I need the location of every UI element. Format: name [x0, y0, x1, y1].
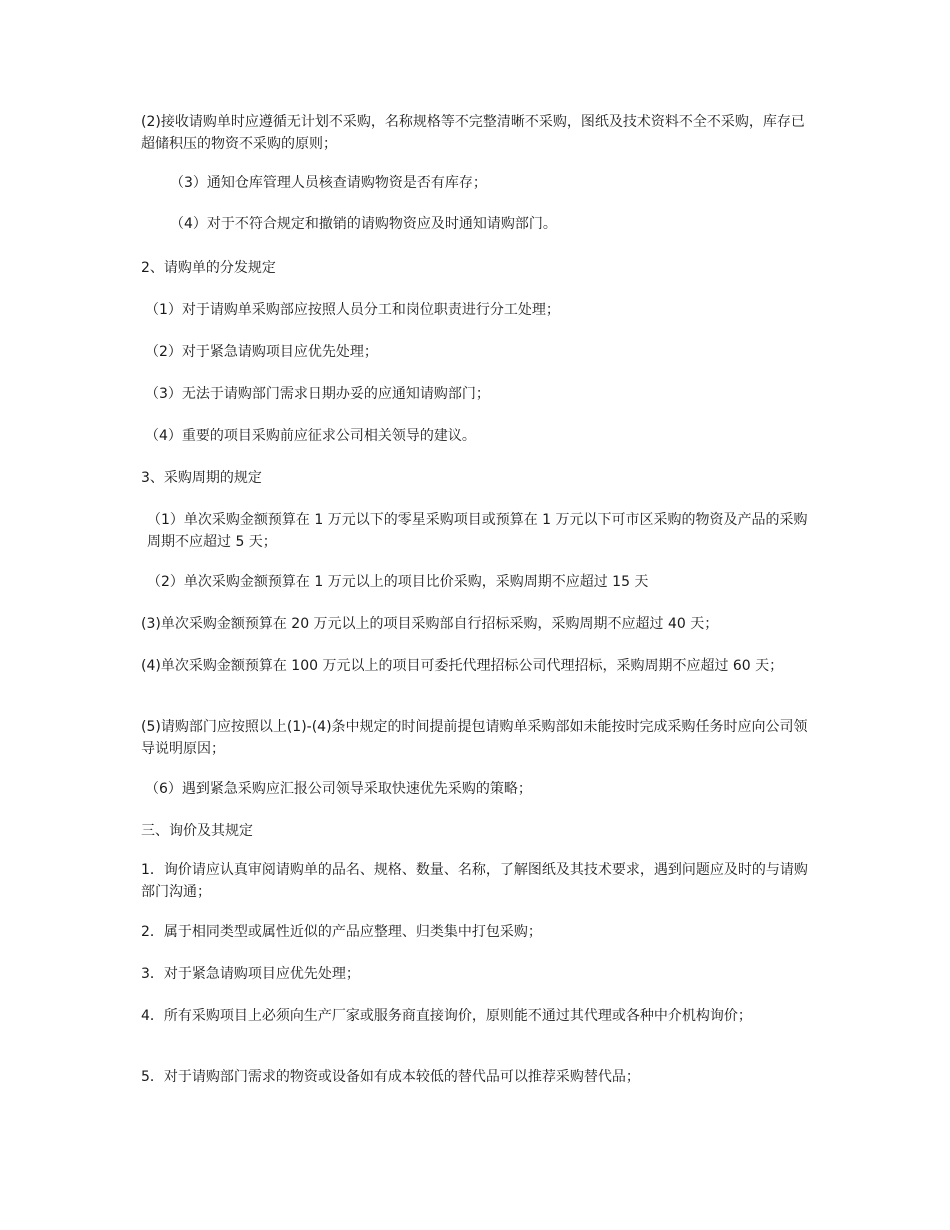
section-heading-distribution: 2、请购单的分发规定 [141, 260, 276, 276]
section-heading-purchase-cycle: 3、采购周期的规定 [141, 470, 262, 486]
paragraph-inquiry-3: 3．对于紧急请购项目应优先处理； [141, 966, 360, 982]
paragraph-distribution-4: （4）重要的项目采购前应征求公司相关领导的建议。 [145, 428, 476, 444]
paragraph-cycle-2: （2）单次采购金额预算在 1 万元以上的项目比价采购，采购周期不应超过 15 天 [147, 574, 649, 590]
paragraph-inquiry-1: 1．询价请应认真审阅请购单的品名、规格、数量、名称，了解图纸及其技术要求，遇到问题应及时的与请购部门沟通； [141, 862, 808, 900]
paragraph-distribution-3: （3）无法于请购部门需求日期办妥的应通知请购部门； [145, 386, 490, 402]
paragraph-cycle-6: （6）遇到紧急采购应汇报公司领导采取快速优先采购的策略； [145, 781, 532, 797]
paragraph-inquiry-2: 2．属于相同类型或属性近似的产品应整理、归类集中打包采购； [141, 924, 542, 940]
section-heading-inquiry: 三、询价及其规定 [141, 823, 253, 839]
paragraph-notify-requesting-dept: （4）对于不符合规定和撤销的请购物资应及时通知请购部门。 [170, 216, 557, 232]
paragraph-cycle-1: （1）单次采购金额预算在 1 万元以下的零星采购项目或预算在 1 万元以下可市区采购的物资及产品的采购周期不应超过 5 天； [147, 512, 808, 550]
paragraph-cycle-3: (3)单次采购金额预算在 20 万元以上的项目采购部自行招标采购，采购周期不应超过 40 天； [141, 616, 719, 632]
paragraph-receive-requisition-rules: (2)接收请购单时应遵循无计划不采购，名称规格等不完整清晰不采购，图纸及技术资料不全不采购，库存已超储积压的物资不采购的原则； [141, 114, 805, 152]
paragraph-cycle-5: (5)请购部门应按照以上(1)-(4)条中规定的时间提前提包请购单采购部如未能按时完成采购任务时应向公司领导说明原因； [141, 719, 808, 757]
paragraph-inquiry-5: 5．对于请购部门需求的物资或设备如有成本较低的替代品可以推荐采购替代品； [141, 1069, 640, 1085]
paragraph-distribution-1: （1）对于请购单采购部应按照人员分工和岗位职责进行分工处理； [145, 302, 560, 318]
paragraph-inquiry-4: 4．所有采购项目上必须向生产厂家或服务商直接询价，原则能不通过其代理或各种中介机构询价； [141, 1008, 752, 1024]
paragraph-notify-warehouse: （3）通知仓库管理人员核查请购物资是否有库存； [170, 175, 487, 191]
paragraph-cycle-4: (4)单次采购金额预算在 100 万元以上的项目可委托代理招标公司代理招标，采购周期不应超过 60 天； [141, 658, 784, 674]
paragraph-distribution-2: （2）对于紧急请购项目应优先处理； [145, 344, 378, 360]
